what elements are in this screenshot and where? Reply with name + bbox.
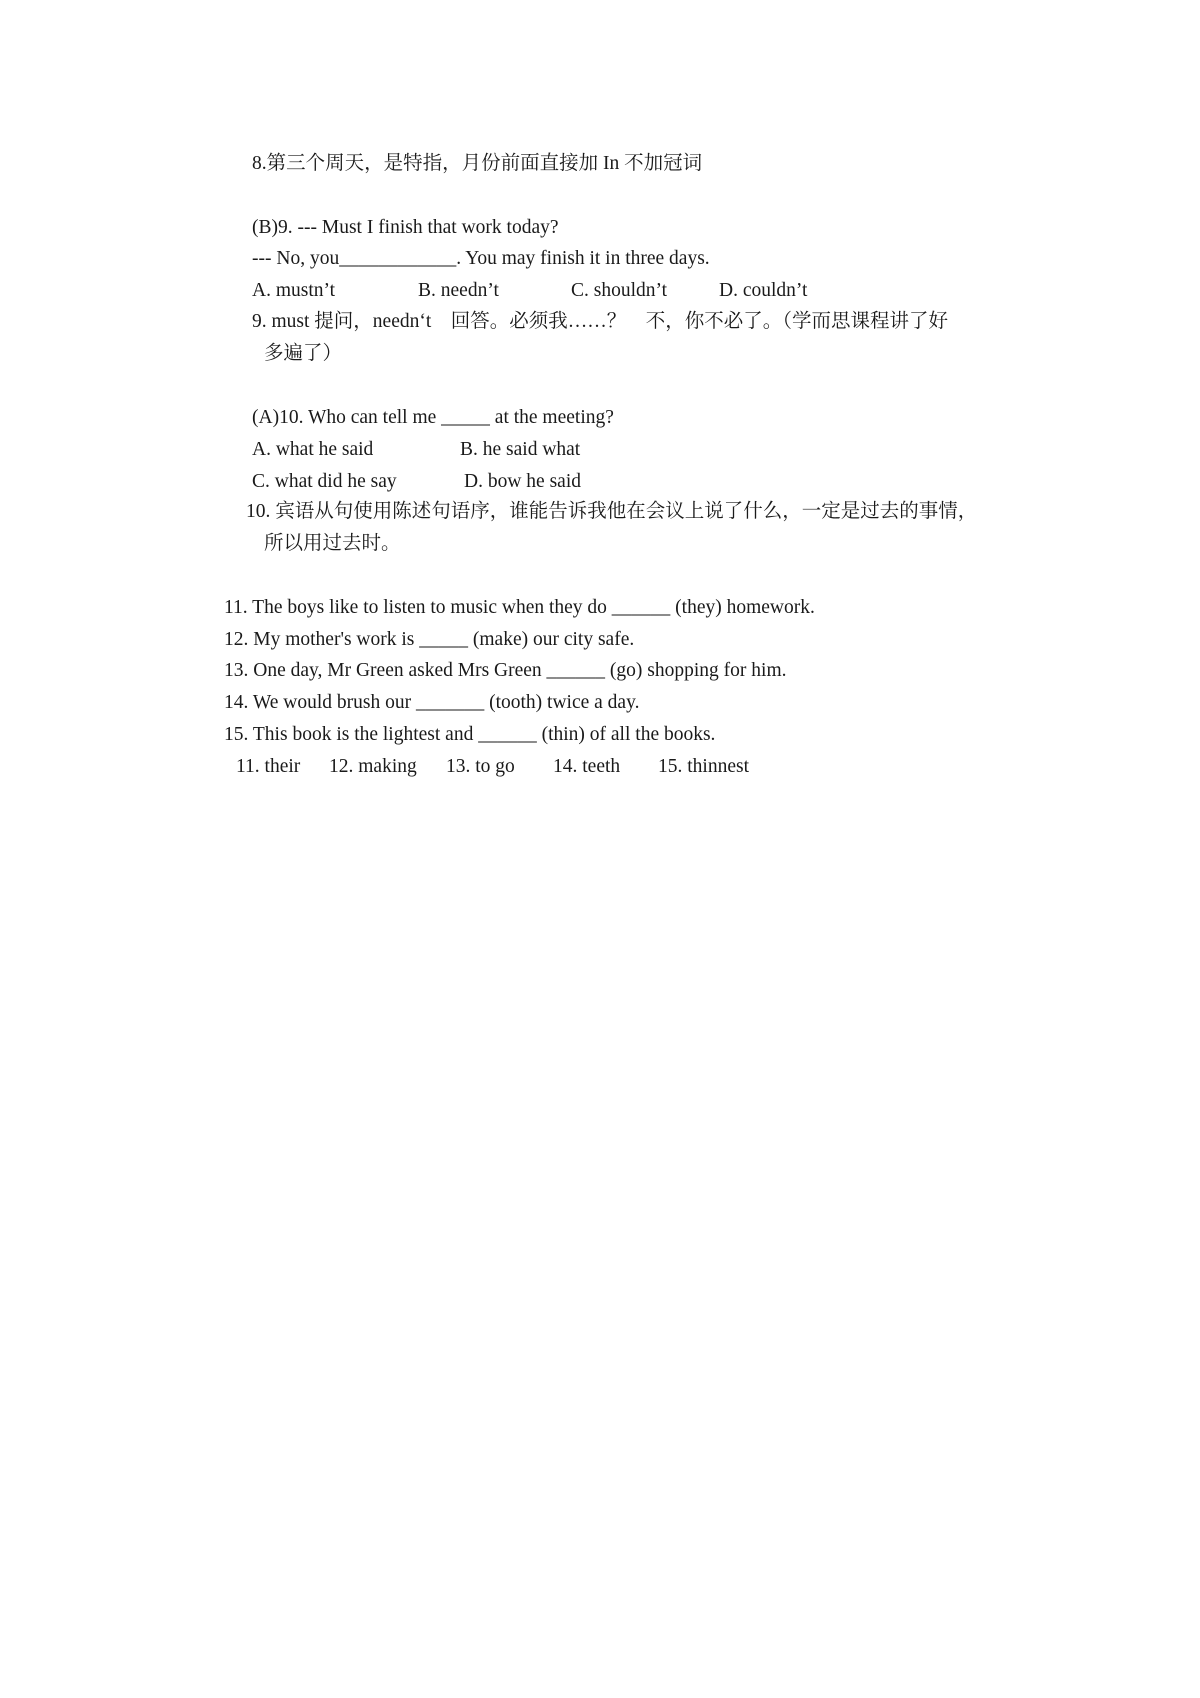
fill-in-item-11: 11. The boys like to listen to music when they do ______ (they) homework.: [224, 597, 815, 618]
q10-option-c: C. what did he say: [252, 471, 397, 492]
q10-option-d: D. bow he said: [464, 471, 581, 492]
fill-in-item-14: 14. We would brush our _______ (tooth) twice a day.: [224, 692, 640, 713]
q9-response: --- No, you____________. You may finish it in three days.: [252, 248, 710, 269]
fill-in-item-13: 13. One day, Mr Green asked Mrs Green ______ (go) shopping for him.: [224, 660, 787, 681]
answer-14: 14. teeth: [553, 756, 621, 777]
q9-note-line1: 9. must 提问，needn‘t 回答。必须我……？ 不，你不必了。（学而思课程讲了好: [252, 311, 949, 332]
q9-question: (B)9. --- Must I finish that work today?: [252, 217, 559, 238]
q10-option-a: A. what he said: [252, 439, 374, 460]
fill-in-item-15: 15. This book is the lightest and ______ (thin) of all the books.: [224, 724, 716, 745]
q8-note: 8.第三个周天，是特指，月份前面直接加 In 不加冠词: [252, 153, 703, 174]
q10-note-line2: 所以用过去时。: [264, 533, 401, 554]
answer-15: 15. thinnest: [658, 756, 749, 777]
fill-in-item-12: 12. My mother's work is _____ (make) our city safe.: [224, 629, 635, 650]
q9-note-line2: 多遍了）: [264, 343, 343, 364]
q10-question: (A)10. Who can tell me _____ at the meeting?: [252, 407, 614, 428]
answer-11: 11. their: [236, 756, 301, 777]
answer-13: 13. to go: [446, 756, 515, 777]
q10-option-b: B. he said what: [460, 439, 581, 460]
q9-option-d: D. couldn’t: [719, 280, 808, 301]
q10-note-line1: 10. 宾语从句使用陈述句语序，谁能告诉我他在会议上说了什么，一定是过去的事情，: [246, 501, 978, 522]
q9-option-c: C. shouldn’t: [571, 280, 668, 301]
q9-option-a: A. mustn’t: [252, 280, 336, 301]
q9-option-b: B. needn’t: [418, 280, 499, 301]
answer-12: 12. making: [329, 756, 417, 777]
